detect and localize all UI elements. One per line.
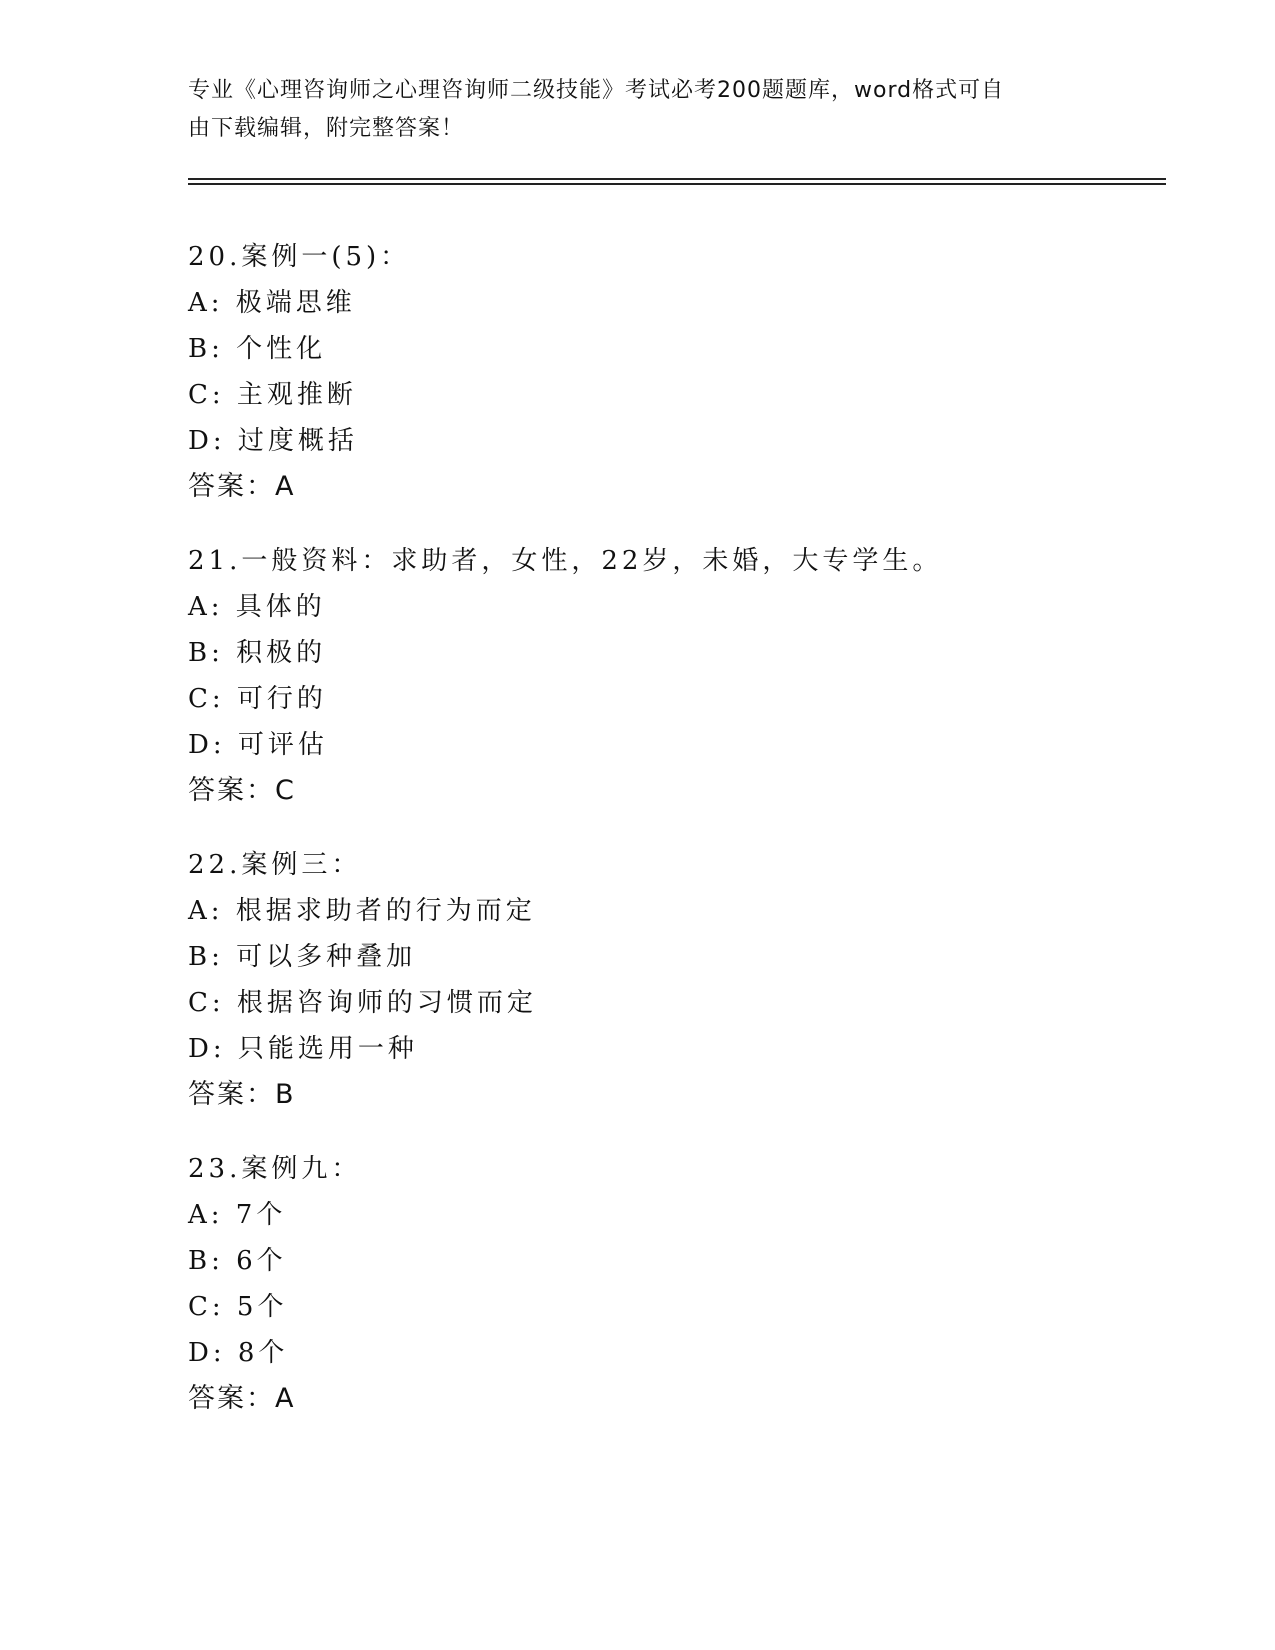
question-stem: 22.案例三： <box>188 850 362 880</box>
question-21 <box>188 538 1168 814</box>
option-b: B: 个性化 <box>188 334 327 364</box>
question-23 <box>188 1146 1168 1422</box>
header-line-1: 专业《心理咨询师之心理咨询师二级技能》考试必考200题题库，word格式可自 <box>188 78 1005 103</box>
document-header <box>188 72 1088 148</box>
question-stem: 23.案例九： <box>188 1154 362 1184</box>
header-line-2: 由下载编辑，附完整答案！ <box>188 116 465 141</box>
option-b: B: 可以多种叠加 <box>188 942 417 972</box>
option-c: C: 根据咨询师的习惯而定 <box>188 988 537 1018</box>
option-a: A: 极端思维 <box>188 288 356 318</box>
option-b: B: 6个 <box>188 1246 287 1276</box>
option-c: C: 主观推断 <box>188 380 357 410</box>
option-d: D: 过度概括 <box>188 426 358 456</box>
option-d: D: 8个 <box>188 1338 289 1368</box>
question-stem: 21.一般资料：求助者，女性，22岁，未婚，大专学生。 <box>188 546 943 576</box>
question-20 <box>188 234 1168 510</box>
answer: 答案：C <box>188 775 296 806</box>
option-b: B: 积极的 <box>188 638 327 668</box>
option-d: D: 只能选用一种 <box>188 1034 418 1064</box>
option-c: C: 5个 <box>188 1292 288 1322</box>
option-d: D: 可评估 <box>188 730 328 760</box>
answer: 答案：B <box>188 1079 296 1110</box>
option-c: C: 可行的 <box>188 684 327 714</box>
question-stem: 20.案例一(5)： <box>188 242 411 272</box>
option-a: A: 根据求助者的行为而定 <box>188 896 536 926</box>
header-divider-bottom <box>188 183 1166 185</box>
answer: 答案：A <box>188 1383 296 1414</box>
question-22 <box>188 842 1168 1118</box>
option-a: A: 7个 <box>188 1200 287 1230</box>
question-list <box>188 234 1168 1450</box>
option-a: A: 具体的 <box>188 592 326 622</box>
answer: 答案：A <box>188 471 296 502</box>
header-divider-top <box>188 178 1166 180</box>
